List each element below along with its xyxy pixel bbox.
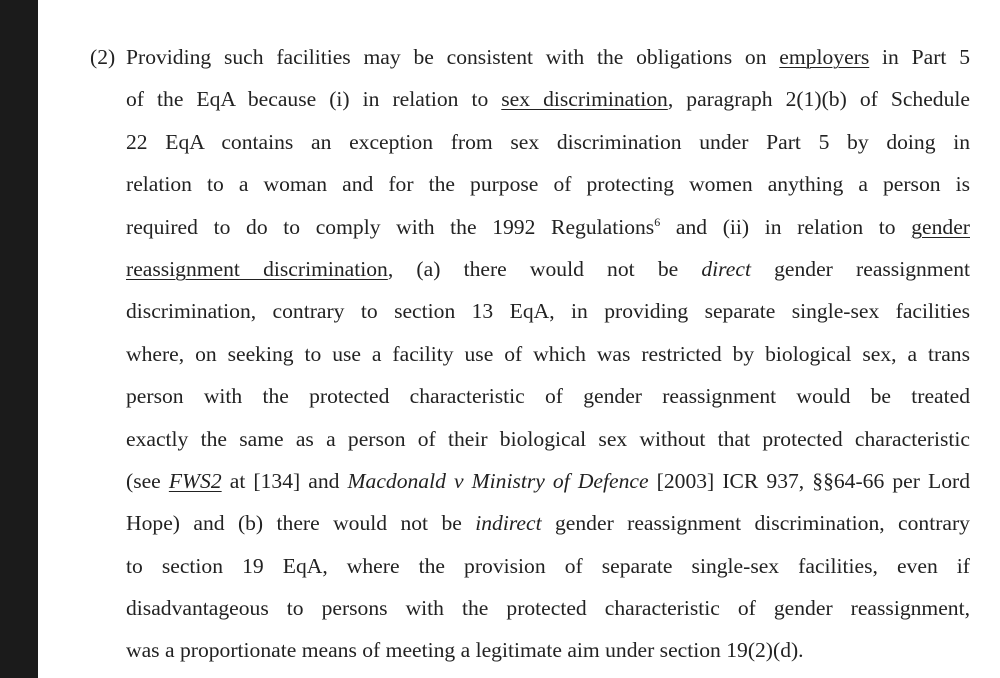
text-segment: gender reassignment discrimination, contrary	[541, 511, 970, 536]
text-segment: in Part 5	[869, 45, 971, 69]
text-segment: exactly the same as a person of their biological sex without that protected characteristic	[126, 426, 970, 451]
text-line	[90, 587, 970, 629]
text-segment: where, on seeking to use a facility use of which was restricted by biological sex, a trans	[126, 341, 970, 366]
text-line	[90, 418, 970, 460]
text-segment: Hope) and (b) there would not be	[126, 511, 476, 536]
text-segment: indirect	[475, 511, 542, 536]
text-segment: discrimination, contrary to section 13 EqA, in providing separate single-sex facilities	[126, 299, 970, 324]
text-segment: Providing such facilities may be consistent with the obligations on	[126, 45, 780, 69]
text-line	[90, 121, 970, 163]
left-dark-margin	[0, 0, 38, 678]
text-line	[90, 545, 970, 587]
text-line	[90, 78, 970, 120]
text-segment: Macdonald v Ministry of Defence	[347, 468, 649, 493]
paragraph-number: (2)	[90, 45, 116, 69]
text-segment: to section 19 EqA, where the provision of separate single-sex facilities, even if	[126, 553, 970, 578]
text-line	[90, 163, 970, 205]
text-line	[90, 290, 970, 332]
defined-term: sex discrimination	[501, 87, 668, 112]
text-line	[90, 206, 970, 248]
text-segment: (see	[126, 468, 169, 493]
text-segment: 22 EqA contains an exception from sex discrimination under Part 5 by doing in	[126, 129, 970, 154]
text-line	[90, 502, 970, 544]
text-segment: , (a) there would not be	[387, 256, 702, 281]
document-page	[38, 0, 1000, 678]
text-segment: gender reassignment	[750, 256, 970, 281]
text-segment: disadvantageous to persons with the protected characteristic of gender reassignment,	[126, 596, 970, 621]
text-line	[90, 36, 970, 78]
text-segment: relation to a woman and for the purpose of protecting women anything a person is	[126, 172, 970, 197]
text-segment: required to do to comply with the 1992 Regulations	[126, 214, 655, 239]
text-line	[90, 629, 970, 671]
defined-term: FWS2	[168, 468, 222, 493]
text-line	[90, 333, 970, 375]
text-segment: and (ii) in relation to	[660, 214, 912, 239]
text-line	[90, 460, 970, 502]
defined-term: gender	[911, 214, 970, 239]
text-segment: direct	[701, 256, 751, 281]
text-segment: [2003] ICR 937, §§64-66 per Lord	[648, 468, 970, 493]
text-segment: at [134] and	[221, 468, 348, 493]
text-segment: person with the protected characteristic of gender reassignment would be treated	[126, 384, 970, 409]
defined-term: employers	[779, 45, 870, 69]
text-line	[90, 248, 970, 290]
paragraph-2	[90, 36, 970, 672]
text-line	[90, 375, 970, 417]
text-segment: , paragraph 2(1)(b) of Schedule	[667, 87, 970, 112]
footnote-reference: 6	[654, 214, 661, 229]
text-segment: of the EqA because (i) in relation to	[126, 87, 502, 112]
defined-term: reassignment discrimination	[126, 256, 388, 281]
text-segment: was a proportionate means of meeting a legitimate aim under section 19(2)(d).	[126, 638, 804, 663]
